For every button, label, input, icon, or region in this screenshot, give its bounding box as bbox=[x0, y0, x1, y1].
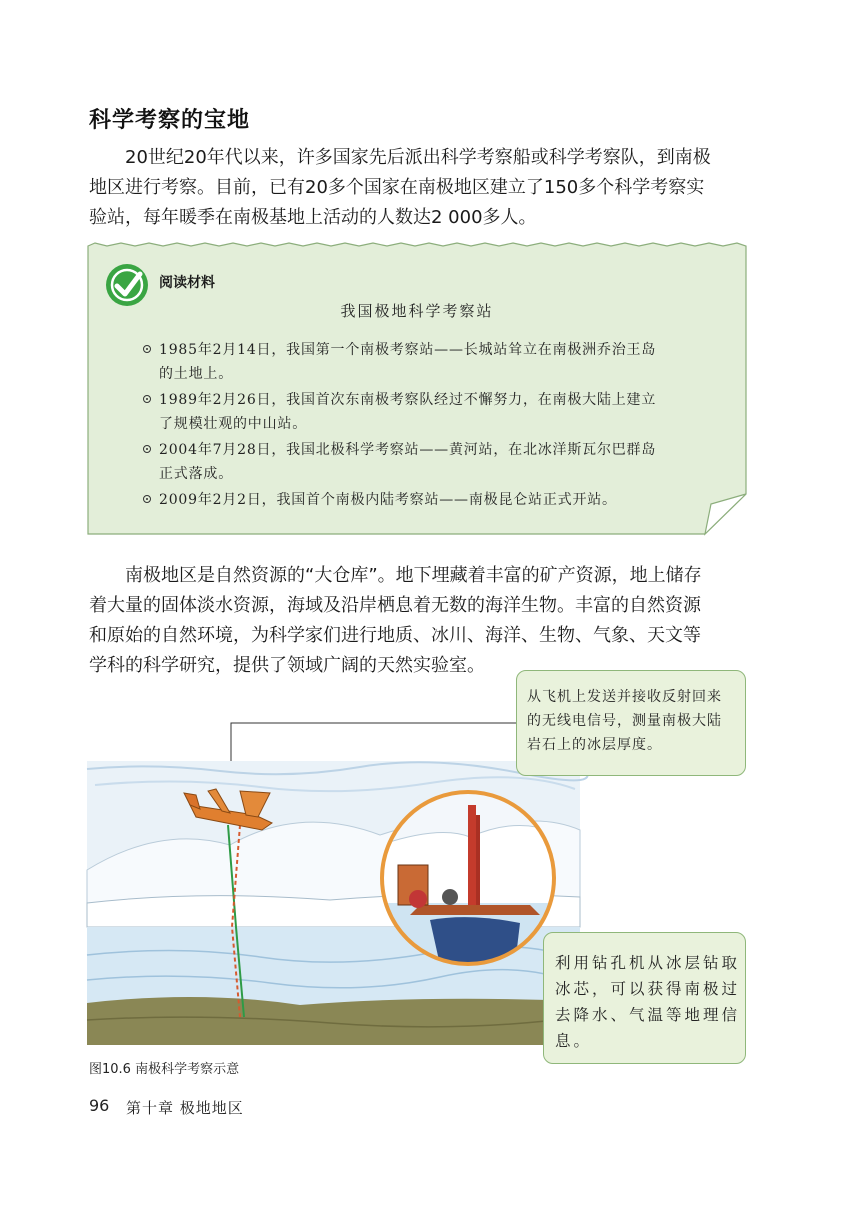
list-item-text: 的土地上。 bbox=[159, 366, 233, 382]
resources-paragraph bbox=[89, 561, 749, 681]
bullet-icon bbox=[143, 495, 151, 503]
bullet-icon bbox=[143, 345, 151, 353]
text-line: 着大量的固体淡水资源，海域及沿岸栖息着无数的海洋生物。丰富的自然资源 bbox=[89, 595, 701, 616]
text-line: 地区进行考察。目前，已有20多个国家在南极地区建立了150多个科学考察实 bbox=[89, 177, 705, 198]
callout-line: 冰芯，可以获得南极过 bbox=[555, 980, 741, 998]
list-item bbox=[143, 338, 733, 386]
list-item bbox=[143, 388, 733, 436]
drill-tower bbox=[468, 805, 476, 915]
callout-line: 利用钻孔机从冰层钻取 bbox=[555, 954, 741, 972]
reading-material-label: 阅读材料 bbox=[159, 275, 215, 291]
reading-material-box bbox=[87, 242, 747, 535]
bullet-icon bbox=[143, 395, 151, 403]
drill-callout bbox=[543, 932, 746, 1064]
list-item bbox=[143, 488, 733, 512]
callout-line: 岩石上的冰层厚度。 bbox=[527, 737, 662, 753]
section-title: 科学考察的宝地 bbox=[89, 108, 251, 133]
page-number: 96 bbox=[89, 1096, 110, 1115]
callout-line: 从飞机上发送并接收反射回来 bbox=[527, 689, 722, 705]
list-item-text: 2004年7月28日，我国北极科学考察站——黄河站，在北冰洋斯瓦尔巴群岛 bbox=[159, 442, 657, 458]
list-item-text: 1989年2月26日，我国首次东南极考察队经过不懈努力，在南极大陆上建立 bbox=[159, 392, 657, 408]
intro-paragraph bbox=[89, 143, 749, 233]
text-line: 和原始的自然环境，为科学家们进行地质、冰川、海洋、生物、气象、天文等 bbox=[89, 625, 701, 646]
text-line: 学科的科学研究，提供了领域广阔的天然实验室。 bbox=[89, 655, 485, 676]
callout-line: 去降水、气温等地理信 bbox=[555, 1006, 741, 1024]
figure-caption: 图10.6 南极科学考察示意 bbox=[89, 1062, 240, 1077]
reading-list bbox=[143, 338, 733, 514]
text-line: 验站，每年暖季在南极基地上活动的人数达2 000多人。 bbox=[89, 207, 537, 228]
text-line: 南极地区是自然资源的“大仓库”。地下埋藏着丰富的矿产资源，地上储存 bbox=[125, 565, 702, 586]
callout-line: 息。 bbox=[555, 1032, 593, 1050]
list-item-text: 1985年2月14日，我国第一个南极考察站——长城站耸立在南极洲乔治王岛 bbox=[159, 342, 657, 358]
callout-line: 的无线电信号，测量南极大陆 bbox=[527, 713, 722, 729]
list-item bbox=[143, 438, 733, 486]
reading-title: 我国极地科学考察站 bbox=[340, 302, 494, 320]
list-item-text: 正式落成。 bbox=[159, 466, 233, 482]
bullet-icon bbox=[143, 445, 151, 453]
chapter-title: 第十章 极地地区 bbox=[126, 1099, 244, 1117]
text-line: 20世纪20年代以来，许多国家先后派出科学考察船或科学考察队，到南极 bbox=[125, 147, 711, 168]
list-item-text: 了规模壮观的中山站。 bbox=[159, 416, 307, 432]
list-item-text: 2009年2月2日，我国首个南极内陆考察站——南极昆仑站正式开站。 bbox=[159, 492, 617, 508]
radar-callout bbox=[516, 670, 746, 776]
bedrock bbox=[87, 997, 580, 1045]
